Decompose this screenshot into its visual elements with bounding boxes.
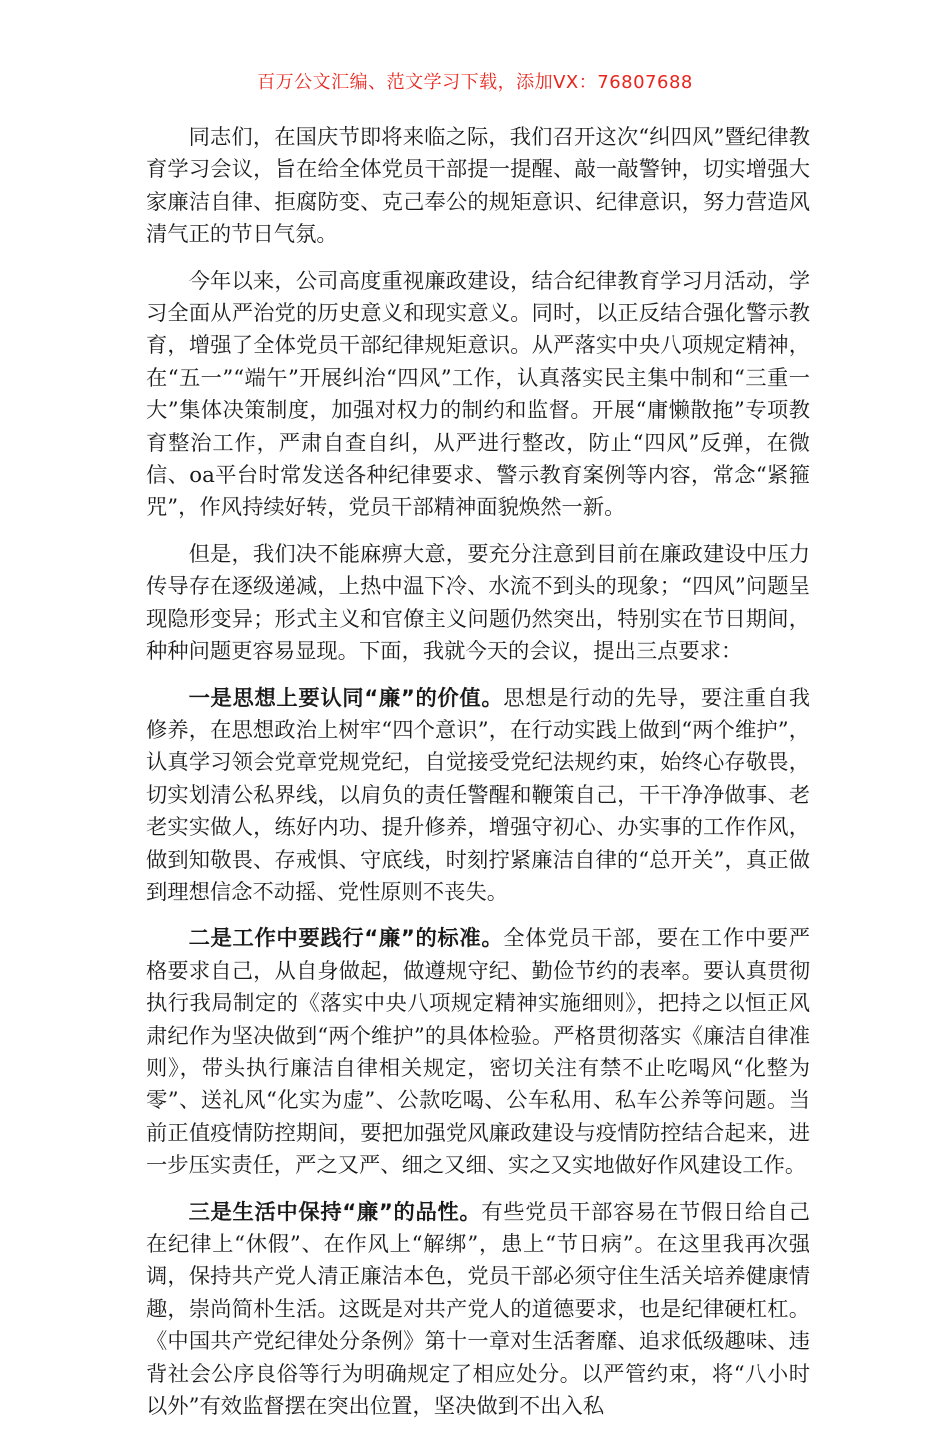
paragraph-text: 全体党员干部，要在工作中要严格要求自己，从自身做起，做遵规守纪、勤俭节约的表率。要认真贯彻执行我局制定的《落实中央八项规定精神实施细则》，把持之以恒正风肃纪作为坚决做到“两个维护”的具体检验。严格贯彻落实《廉洁自律准则》，带头执行廉洁自律相关规定，密切关注有禁不止吃喝风“化整为零”、送礼风“化实为虚”、公款吃喝、公车私用、私车公养等问题。当前正值疫情防控期间，要把加强党风廉政建设与疫情防控结合起来，进一步压实责任，严之又严、细之又细、实之又实地做好作风建设工作。 (146, 926, 810, 1179)
paragraph-1 (146, 122, 810, 252)
paragraph-4 (146, 683, 810, 910)
paragraph-2 (146, 266, 810, 525)
paragraph-text: 同志们，在国庆节即将来临之际，我们召开这次“纠四风”暨纪律教育学习会议，旨在给全体党员干部提一提醒、敲一敲警钟，切实增强大家廉洁自律、拒腐防变、克己奉公的规矩意识、纪律意识，努力营造风清气正的节日气氛。 (146, 125, 810, 248)
paragraph-lead: 二是工作中要践行“廉”的标准。 (188, 926, 504, 952)
paragraph-text: 但是，我们决不能麻痹大意，要充分注意到目前在廉政建设中压力传导存在逐级递减，上热中温下冷、水流不到头的现象；“四风”问题呈现隐形变异；形式主义和官僚主义问题仍然突出，特别实在节日期间，种种问题更容易显现。下面，我就今天的会议，提出三点要求： (146, 541, 810, 665)
paragraph-text: 思想是行动的先导，要注重自我修养，在思想政治上树牢“四个意识”，在行动实践上做到“两个维护”，认真学习领会党章党规党纪，自觉接受党纪法规约束，始终心存敬畏，切实划清公私界线，以肩负的责任警醒和鞭策自己，干干净净做事、老老实实做人，练好内功、提升修养，增强守初心、办实事的工作作风，做到知敬畏、存戒惧、守底线，时刻拧紧廉洁自律的“总开关”，真正做到理想信念不动摇、党性原则不丧失。 (146, 685, 810, 905)
paragraph-lead: 三是生活中保持“廉”的品性。 (188, 1199, 482, 1225)
paragraph-3 (146, 539, 810, 669)
document-body (146, 122, 810, 1437)
header-banner: 百万公文汇编、范文学习下载，添加VX：76807688 (257, 72, 693, 93)
paragraph-text: 有些党员干部容易在节假日给自己在纪律上“休假”、在作风上“解绑”，患上“节日病”。在这里我再次强调，保持共产党人清正廉洁本色，党员干部必须守住生活关培养健康情趣，崇尚简朴生活。这既是对共产党人的道德要求，也是纪律硬杠杠。《中国共产党纪律处分条例》第十一章对生活奢靡、追求低级趣味、违背社会公序良俗等行为明确规定了相应处分。以严管约束，将“八小时以外”有效监督摆在突出位置，坚决做到不出入私 (146, 1199, 810, 1420)
paragraph-6 (146, 1197, 810, 1424)
paragraph-5 (146, 923, 810, 1182)
paragraph-text: 今年以来，公司高度重视廉政建设，结合纪律教育学习月活动，学习全面从严治党的历史意义和现实意义。同时，以正反结合强化警示教育，增强了全体党员干部纪律规矩意识。从严落实中央八项规定精神，在“五一”“端午”开展纠治“四风”工作，认真落实民主集中制和“三重一大”集体决策制度，加强对权力的制约和监督。开展“庸懒散拖”专项教育整治工作，严肃自查自纠，从严进行整改，防止“四风”反弹，在微信、oa平台时常发送各种纪律要求、警示教育案例等内容，常念“紧箍咒”，作风持续好转，党员干部精神面貌焕然一新。 (146, 268, 810, 521)
paragraph-lead: 一是思想上要认同“廉”的价值。 (188, 685, 504, 711)
